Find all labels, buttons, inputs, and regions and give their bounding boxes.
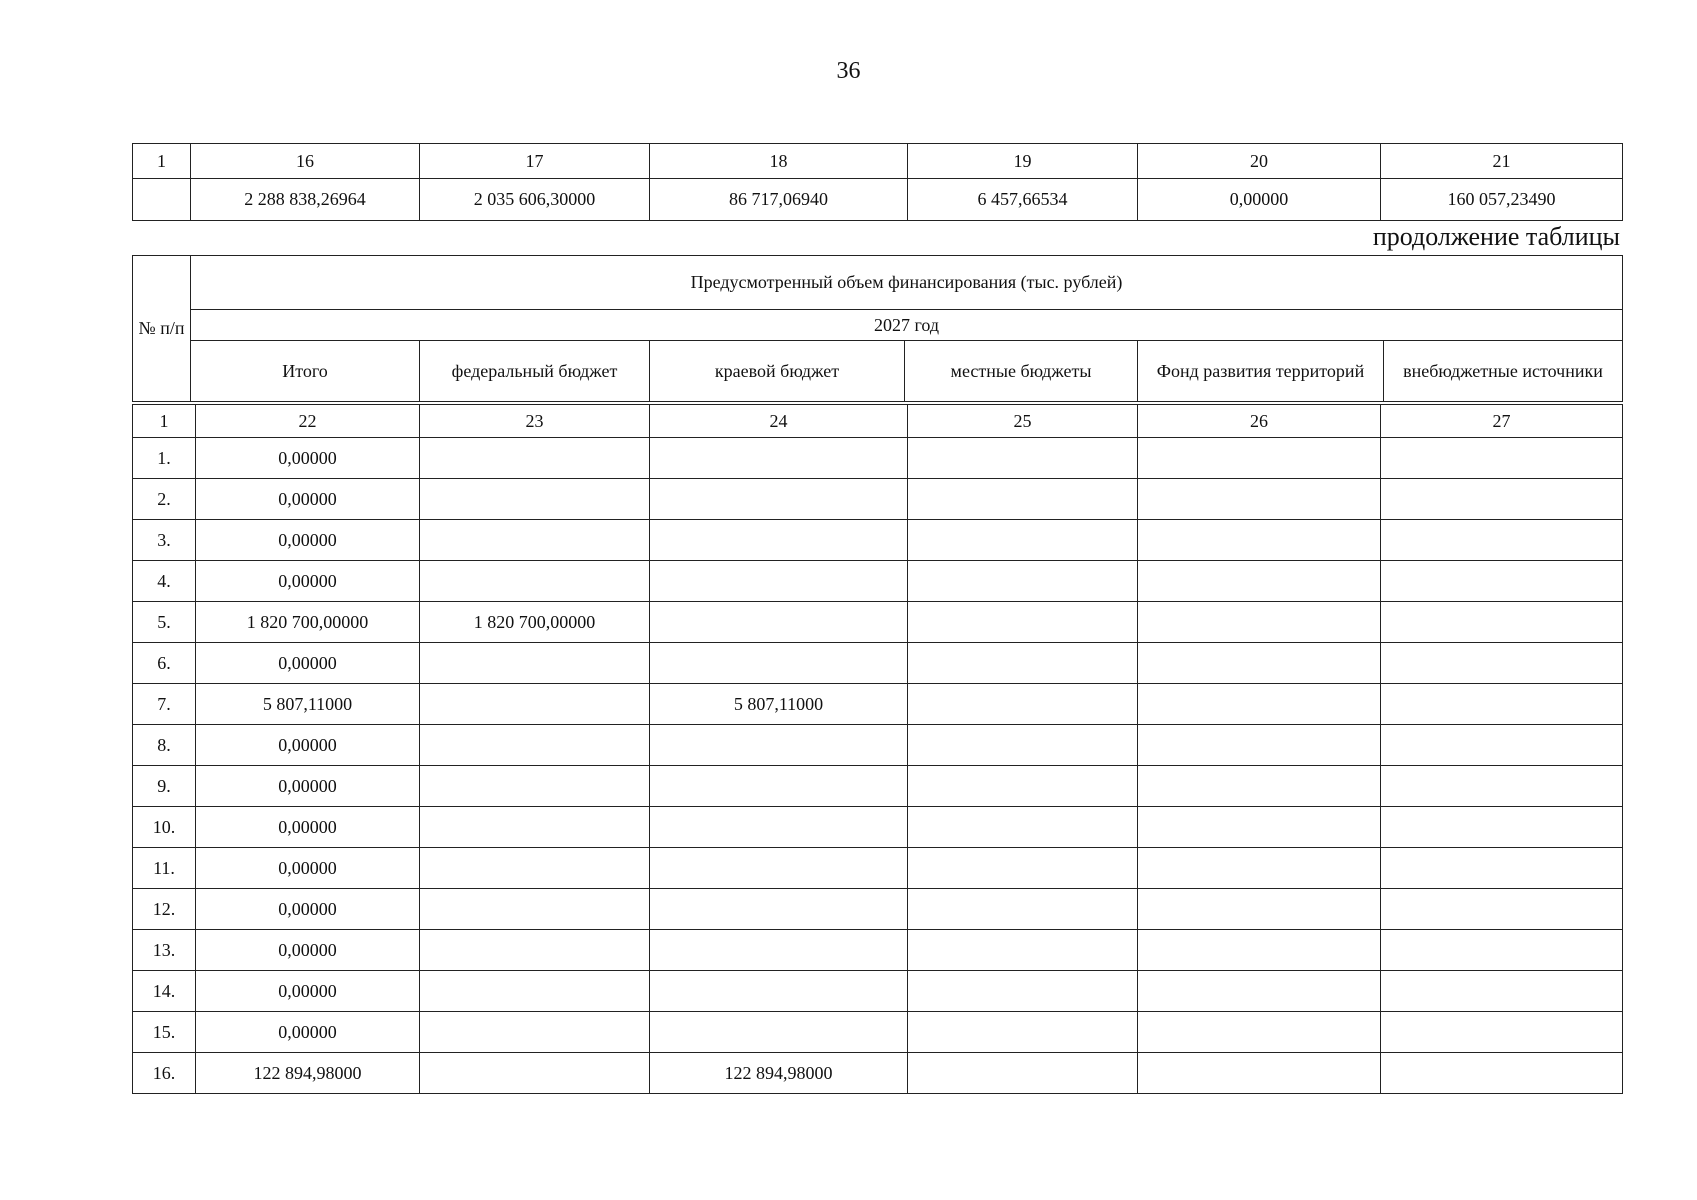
- table-cell: [1138, 766, 1381, 807]
- column-number-cell: 25: [908, 405, 1138, 438]
- column-header-local: местные бюджеты: [905, 341, 1138, 402]
- column-number-cell: 21: [1381, 144, 1623, 179]
- table-cell: [1381, 479, 1623, 520]
- value-cell: 86 717,06940: [650, 179, 908, 221]
- table-cell: [650, 848, 908, 889]
- table-cell: [1381, 725, 1623, 766]
- table-cell: [1381, 1053, 1623, 1094]
- table-cell: [420, 561, 650, 602]
- table-cell: [1381, 602, 1623, 643]
- value-cell: 2 288 838,26964: [191, 179, 420, 221]
- table-cell: [1381, 930, 1623, 971]
- table-cell: [1138, 848, 1381, 889]
- row-number-header: № п/п: [133, 256, 191, 402]
- page-number: 36: [836, 58, 861, 84]
- row-number-cell: 2.: [133, 479, 196, 520]
- column-number-cell: 26: [1138, 405, 1381, 438]
- value-cell: 0,00000: [1138, 179, 1381, 221]
- table-row: [133, 889, 1623, 930]
- column-header-regional: краевой бюджет: [650, 341, 905, 402]
- funding-title: Предусмотренный объем финансирования (тыс. рублей): [191, 256, 1623, 310]
- row-number-cell: 13.: [133, 930, 196, 971]
- table-row: [133, 848, 1623, 889]
- table-cell: 0,00000: [196, 561, 420, 602]
- table-cell: 0,00000: [196, 479, 420, 520]
- table-cell: [908, 520, 1138, 561]
- table-cell: [650, 930, 908, 971]
- table-row: [133, 725, 1623, 766]
- table-cell: [650, 1012, 908, 1053]
- table-cell: [908, 643, 1138, 684]
- table-cell: [650, 438, 908, 479]
- continuation-label: продолжение таблицы: [1372, 222, 1620, 251]
- table-cell: [908, 807, 1138, 848]
- table-cell: [1138, 807, 1381, 848]
- table-cell: [1381, 889, 1623, 930]
- table-cell: [1138, 971, 1381, 1012]
- table-cell: [420, 725, 650, 766]
- table-cell: 0,00000: [196, 643, 420, 684]
- table-cell: 0,00000: [196, 889, 420, 930]
- table-row: [133, 766, 1623, 807]
- funding-data-table: [132, 404, 1623, 1094]
- table-cell: [650, 602, 908, 643]
- column-number-cell: 27: [1381, 405, 1623, 438]
- table-row: [133, 1012, 1623, 1053]
- table-cell: [1138, 438, 1381, 479]
- table-cell: 0,00000: [196, 1012, 420, 1053]
- table-row: [133, 602, 1623, 643]
- table-row: [133, 807, 1623, 848]
- table-cell: [420, 643, 650, 684]
- column-header-extra-budget: внебюджетные источники: [1384, 341, 1623, 402]
- table-row: [133, 438, 1623, 479]
- table-row: [133, 1053, 1623, 1094]
- table-cell: [650, 889, 908, 930]
- table-cell: [908, 766, 1138, 807]
- value-cell: 160 057,23490: [1381, 179, 1623, 221]
- row-number-cell: 11.: [133, 848, 196, 889]
- table-cell: [1138, 889, 1381, 930]
- value-cell: 2 035 606,30000: [420, 179, 650, 221]
- column-number-cell: 20: [1138, 144, 1381, 179]
- table-cell: [1381, 971, 1623, 1012]
- column-number-cell: 22: [196, 405, 420, 438]
- table-row: [133, 479, 1623, 520]
- table-cell: 0,00000: [196, 971, 420, 1012]
- top-values-row: [133, 179, 1623, 221]
- table-cell: [650, 725, 908, 766]
- table-cell: [908, 1012, 1138, 1053]
- row-number-cell: 12.: [133, 889, 196, 930]
- table-cell: [908, 930, 1138, 971]
- table-cell: 0,00000: [196, 807, 420, 848]
- value-cell: 6 457,66534: [908, 179, 1138, 221]
- table-cell: 0,00000: [196, 848, 420, 889]
- table-cell: [1381, 684, 1623, 725]
- table-cell: [908, 889, 1138, 930]
- table-row: [133, 643, 1623, 684]
- table-cell: [1138, 520, 1381, 561]
- table-cell: [420, 971, 650, 1012]
- table-cell: [1138, 1012, 1381, 1053]
- row-number-cell: 3.: [133, 520, 196, 561]
- table-cell: [420, 520, 650, 561]
- budget-columns-row: [133, 341, 1623, 402]
- table-row: [133, 520, 1623, 561]
- column-numbers-row: [133, 405, 1623, 438]
- table-cell: [650, 520, 908, 561]
- table-cell: 0,00000: [196, 930, 420, 971]
- table-cell: [650, 479, 908, 520]
- column-number-cell: 23: [420, 405, 650, 438]
- table-cell: [650, 561, 908, 602]
- row-number-cell: 4.: [133, 561, 196, 602]
- table-cell: [908, 1053, 1138, 1094]
- column-number-cell: 1: [133, 144, 191, 179]
- table-cell: [420, 1012, 650, 1053]
- table-cell: 0,00000: [196, 766, 420, 807]
- column-header-territory-fund: Фонд развития территорий: [1138, 341, 1384, 402]
- column-header-total: Итого: [191, 341, 420, 402]
- table-cell: [1138, 725, 1381, 766]
- row-number-cell: 15.: [133, 1012, 196, 1053]
- table-cell: [1138, 602, 1381, 643]
- table-cell: [908, 848, 1138, 889]
- table-row: [133, 930, 1623, 971]
- funding-header-table: [132, 255, 1623, 402]
- table-cell: [1138, 479, 1381, 520]
- table-cell: [1381, 561, 1623, 602]
- table-cell: 0,00000: [196, 725, 420, 766]
- table-cell: [420, 930, 650, 971]
- table-cell: [650, 807, 908, 848]
- table-cell: [1138, 930, 1381, 971]
- table-cell: [1381, 766, 1623, 807]
- table-cell: [420, 684, 650, 725]
- table-cell: [420, 1053, 650, 1094]
- table-cell: 122 894,98000: [650, 1053, 908, 1094]
- top-column-numbers-row: [133, 144, 1623, 179]
- table-cell: [908, 438, 1138, 479]
- column-number-cell: 19: [908, 144, 1138, 179]
- column-number-cell: 24: [650, 405, 908, 438]
- table-cell: [908, 602, 1138, 643]
- table-cell: 5 807,11000: [650, 684, 908, 725]
- table-cell: [1381, 807, 1623, 848]
- row-number-cell: 5.: [133, 602, 196, 643]
- table-cell: [650, 643, 908, 684]
- table-cell: [420, 889, 650, 930]
- row-number-cell: 7.: [133, 684, 196, 725]
- column-number-cell: 17: [420, 144, 650, 179]
- top-summary-table: [132, 143, 1623, 221]
- table-cell: 0,00000: [196, 438, 420, 479]
- table-cell: [908, 971, 1138, 1012]
- table-cell: 1 820 700,00000: [196, 602, 420, 643]
- table-cell: 0,00000: [196, 520, 420, 561]
- row-number-cell: 8.: [133, 725, 196, 766]
- table-cell: 5 807,11000: [196, 684, 420, 725]
- table-cell: [420, 848, 650, 889]
- row-number-cell: 14.: [133, 971, 196, 1012]
- table-cell: [908, 725, 1138, 766]
- value-cell: [133, 179, 191, 221]
- table-cell: [1381, 1012, 1623, 1053]
- table-cell: [1381, 520, 1623, 561]
- column-header-federal: федеральный бюджет: [420, 341, 650, 402]
- row-number-cell: 10.: [133, 807, 196, 848]
- row-number-cell: 1.: [133, 438, 196, 479]
- row-number-cell: 6.: [133, 643, 196, 684]
- table-cell: [1138, 684, 1381, 725]
- column-number-cell: 1: [133, 405, 196, 438]
- table-cell: [908, 561, 1138, 602]
- table-cell: [1381, 438, 1623, 479]
- table-cell: [1138, 1053, 1381, 1094]
- column-number-cell: 18: [650, 144, 908, 179]
- table-row: [133, 561, 1623, 602]
- table-cell: 1 820 700,00000: [420, 602, 650, 643]
- table-cell: [1381, 848, 1623, 889]
- table-row: [133, 684, 1623, 725]
- table-cell: 122 894,98000: [196, 1053, 420, 1094]
- row-number-cell: 9.: [133, 766, 196, 807]
- column-number-cell: 16: [191, 144, 420, 179]
- table-cell: [1138, 643, 1381, 684]
- table-cell: [420, 807, 650, 848]
- table-row: [133, 971, 1623, 1012]
- table-cell: [420, 438, 650, 479]
- table-cell: [650, 971, 908, 1012]
- row-number-cell: 16.: [133, 1053, 196, 1094]
- table-cell: [650, 766, 908, 807]
- table-cell: [908, 479, 1138, 520]
- table-cell: [420, 766, 650, 807]
- table-cell: [420, 479, 650, 520]
- table-cell: [1381, 643, 1623, 684]
- table-cell: [908, 684, 1138, 725]
- table-cell: [1138, 561, 1381, 602]
- year-header: 2027 год: [191, 310, 1623, 341]
